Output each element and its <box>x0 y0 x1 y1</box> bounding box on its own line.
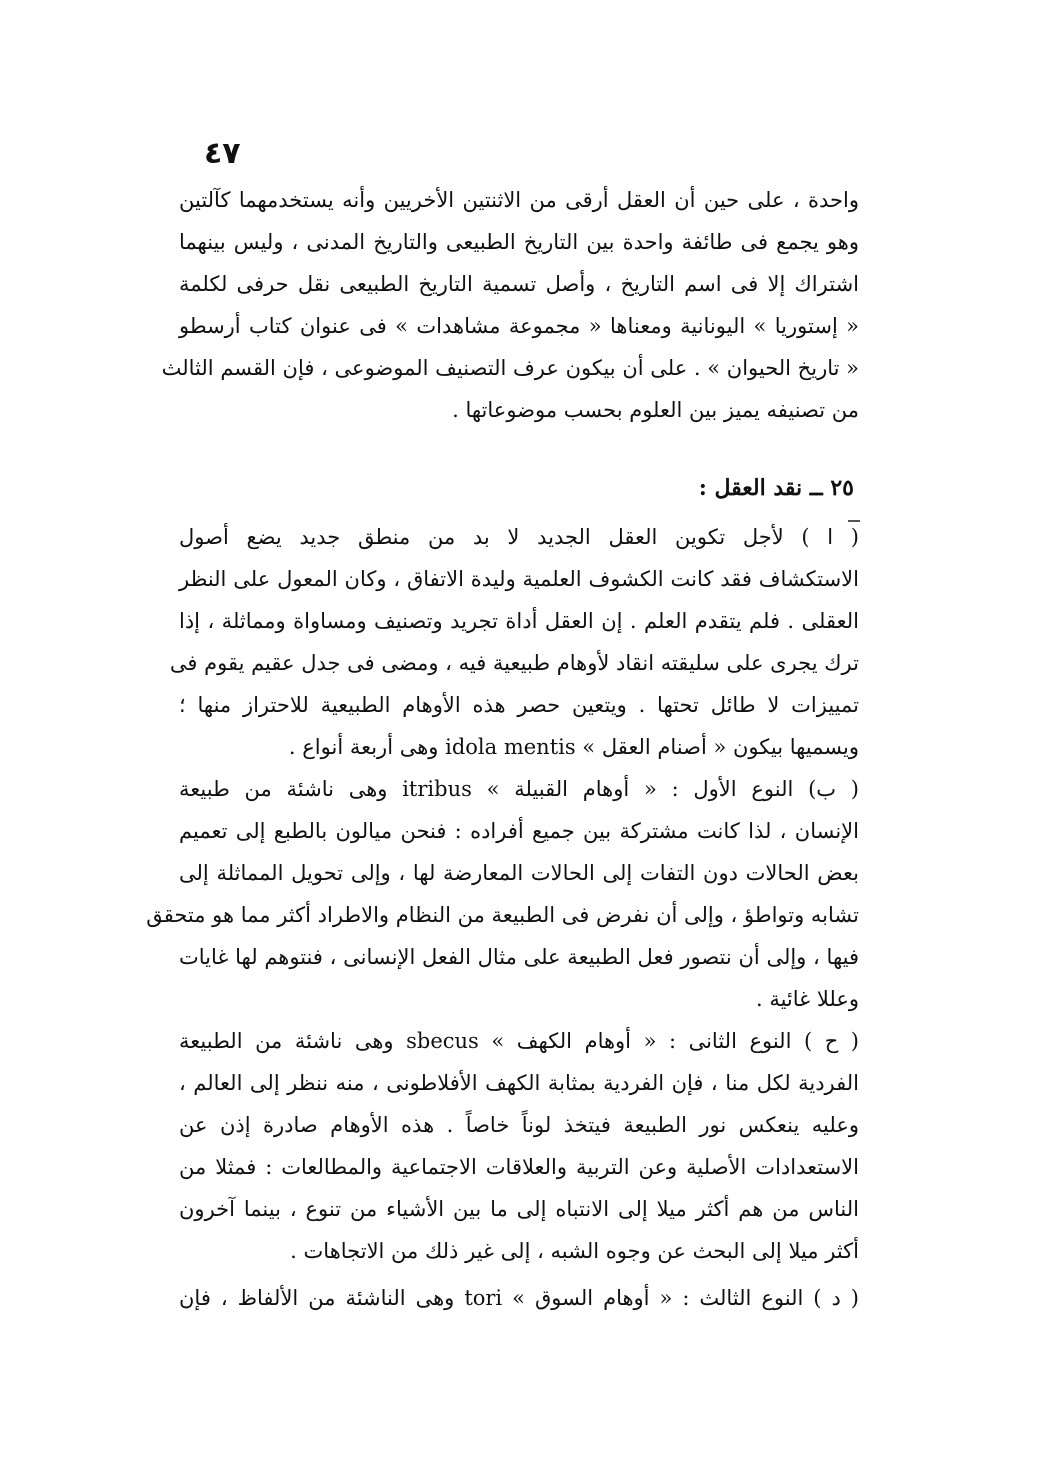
text-line: واحدة ، على حين أن العقل أرقى من الاثنتين الأخريين وأنه يستخدمهما كآلتين <box>179 188 859 212</box>
text-line: وعليه ينعكس نور الطبيعة فيتخذ لوناً خاصاً . هذه الأوهام صادرة إذن عن <box>179 1113 859 1137</box>
text-line: « إستوريا » اليونانية ومعناها « مجموعة مشاهدات » فى عنوان كتاب أرسطو <box>179 314 859 338</box>
text-line: ويسميها بيكون « أصنام العقل » idola mentis وهى أربعة أنواع . <box>288 735 859 759</box>
text-line: ( ا ) لأجل تكوين العقل الجديد لا بد من منطق جديد يضع أصول <box>179 525 859 549</box>
text-line: من تصنيفه يميز بين العلوم بحسب موضوعاتها . <box>452 398 859 422</box>
text-line: الاستكشاف فقد كانت الكشوف العلمية وليدة الاتفاق ، وكان المعول على النظر <box>179 567 859 591</box>
text-line: الإنسان ، لذا كانت مشتركة بين جميع أفراده : فنحن ميالون بالطبع إلى تعميم <box>179 819 859 843</box>
text-line: الفردية لكل منا ، فإن الفردية بمثابة الكهف الأفلاطونى ، منه ننظر إلى العالم ، <box>179 1071 859 1095</box>
page-number: ٤٧ <box>204 136 241 171</box>
text-line: الاستعدادات الأصلية وعن التربية والعلاقات الاجتماعية والمطالعات : فمثلا من <box>179 1155 859 1179</box>
text-line: « تاريخ الحيوان » . على أن بيكون عرف التصنيف الموضوعى ، فإن القسم الثالث <box>161 356 859 380</box>
text-line: ( د ) النوع الثالث : « أوهام السوق » tori وهى الناشئة من الألفاظ ، فإن <box>179 1286 859 1310</box>
text-line: تشابه وتواطؤ ، وإلى أن نفرض فى الطبيعة من النظام والاطراد أكثر مما هو متحقق <box>146 903 859 927</box>
text-line: ( ب) النوع الأول : « أوهام القبيلة » itribus وهى ناشئة من طبيعة <box>179 777 859 801</box>
text-line: وعللا غائية . <box>755 987 859 1011</box>
text-line: بعض الحالات دون التفات إلى الحالات المعارضة لها ، وإلى تحويل المماثلة إلى <box>179 861 859 885</box>
text-line: اشتراك إلا فى اسم التاريخ ، وأصل تسمية التاريخ الطبيعى نقل حرفى لكلمة <box>179 272 859 296</box>
text-line: تمييزات لا طائل تحتها . ويتعين حصر هذه الأوهام الطبيعية للاحتراز منها ؛ <box>179 693 859 717</box>
text-line: فيها ، وإلى أن نتصور فعل الطبيعة على مثال الفعل الإنسانى ، فنتوهم لها غايات <box>179 945 859 969</box>
text-line: أكثر ميلا إلى البحث عن وجوه الشبه ، إلى غير ذلك من الاتجاهات . <box>290 1239 859 1263</box>
text-line: وهو يجمع فى طائفة واحدة بين التاريخ الطبيعى والتاريخ المدنى ، وليس بينهما <box>179 230 859 254</box>
section-heading: ٢٥ ــ نقد العقل : <box>698 475 854 501</box>
text-line: العقلى . فلم يتقدم العلم . إن العقل أداة تجريد وتصنيف ومساواة ومماثلة ، إذا <box>179 609 859 633</box>
text-line: ترك يجرى على سليقته انقاد لأوهام طبيعية فيه ، ومضى فى جدل عقيم يقوم فى <box>169 651 859 675</box>
text-line: الناس من هم أكثر ميلا إلى الانتباه إلى ما بين الأشياء من تنوع ، بينما آخرون <box>179 1197 859 1221</box>
text-line: ( ح ) النوع الثانى : « أوهام الكهف » sbecus وهى ناشئة من الطبيعة <box>179 1029 859 1053</box>
